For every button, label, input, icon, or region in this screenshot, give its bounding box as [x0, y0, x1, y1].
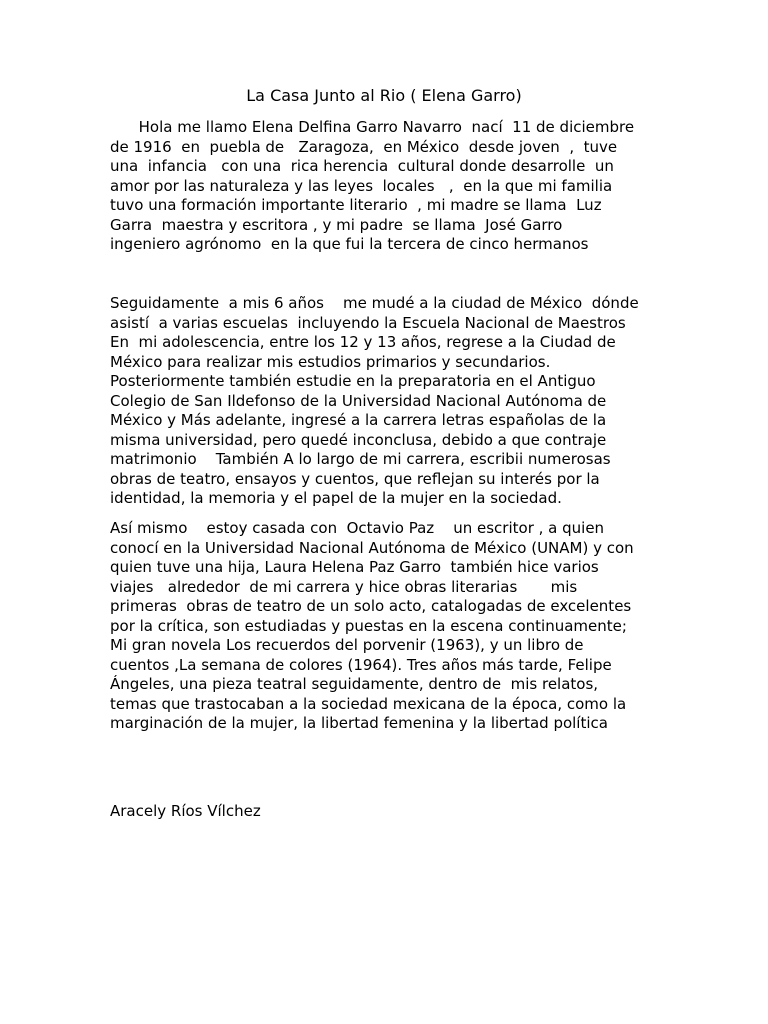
- paragraph-line: identidad, la memoria y el papel de la mujer en la sociedad.: [110, 489, 562, 507]
- paragraph-line: Garra maestra y escritora , y mi padre se llama José Garro: [110, 215, 563, 234]
- paragraph-line: marginación de la mujer, la libertad femenina y la libertad política: [110, 714, 608, 732]
- paragraph-line: asistí a varias escuelas incluyendo la Escuela Nacional de Maestros: [110, 313, 626, 332]
- paragraph-line: una infancia con una rica herencia cultural donde desarrolle un: [110, 157, 614, 175]
- paragraph-line: Hola me llamo Elena Delfina Garro Navarro nací 11 de diciembre: [110, 118, 635, 136]
- paragraph-line: Así mismo estoy casada con Octavio Paz un escritor , a quien: [110, 519, 605, 537]
- paragraph-line: ingeniero agrónomo en la que fui la tercera de cinco hermanos: [110, 235, 589, 253]
- paragraph-line: temas que trastocaban a la sociedad mexicana de la época, como la: [110, 694, 627, 713]
- paragraph-line: México para realizar mis estudios primarios y secundarios.: [110, 352, 551, 371]
- paragraph-line: de 1916 en puebla de Zaragoza, en México desde joven , tuve: [110, 137, 618, 156]
- paragraph-line: matrimonio También A lo largo de mi carrera, escribii numerosas: [110, 450, 611, 468]
- paragraph-line: Ángeles, una pieza teatral seguidamente, dentro de mis relatos,: [110, 675, 599, 693]
- paragraph-line: Mi gran novela Los recuerdos del porvenir (1963), y un libro de: [110, 636, 584, 654]
- paragraph-line: amor por las naturaleza y las leyes locales , en la que mi familia: [110, 176, 613, 195]
- paragraph-line: obras de teatro, ensayos y cuentos, que reflejan su interés por la: [110, 469, 600, 488]
- paragraph-line: Posteriormente también estudie en la preparatoria en el Antiguo: [110, 372, 596, 390]
- paragraph-line: Seguidamente a mis 6 años me mudé a la ciudad de México dónde: [110, 294, 639, 312]
- author-signature: Aracely Ríos Vílchez: [110, 802, 261, 820]
- paragraph-line: cuentos ,La semana de colores (1964). Tres años más tarde, Felipe: [110, 655, 612, 674]
- paragraph-1: [110, 118, 658, 255]
- paragraph-line: tuvo una formación importante literario , mi madre se llama Luz: [110, 196, 602, 214]
- paragraph-line: En mi adolescencia, entre los 12 y 13 años, regrese a la Ciudad de: [110, 333, 616, 351]
- paragraph-2: [110, 294, 658, 509]
- paragraph-line: Colegio de San Ildefonso de la Universidad Nacional Autónoma de: [110, 391, 607, 410]
- paragraph-line: México y Más adelante, ingresé a la carrera letras españolas de la: [110, 411, 607, 429]
- paragraph-line: por la crítica, son estudiadas y puestas en la escena continuamente;: [110, 616, 627, 635]
- paragraph-3: [110, 519, 658, 734]
- paragraph-line: primeras obras de teatro de un solo acto, catalogadas de excelentes: [110, 597, 632, 615]
- paragraph-line: misma universidad, pero quedé inconclusa, debido a que contraje: [110, 430, 607, 449]
- paragraph-line: quien tuve una hija, Laura Helena Paz Garro también hice varios: [110, 558, 599, 576]
- paragraph-line: viajes alrededor de mi carrera y hice obras literarias mis: [110, 577, 578, 596]
- paragraph-line: conocí en la Universidad Nacional Autónoma de México (UNAM) y con: [110, 538, 634, 557]
- document-title: La Casa Junto al Rio ( Elena Garro): [246, 86, 522, 105]
